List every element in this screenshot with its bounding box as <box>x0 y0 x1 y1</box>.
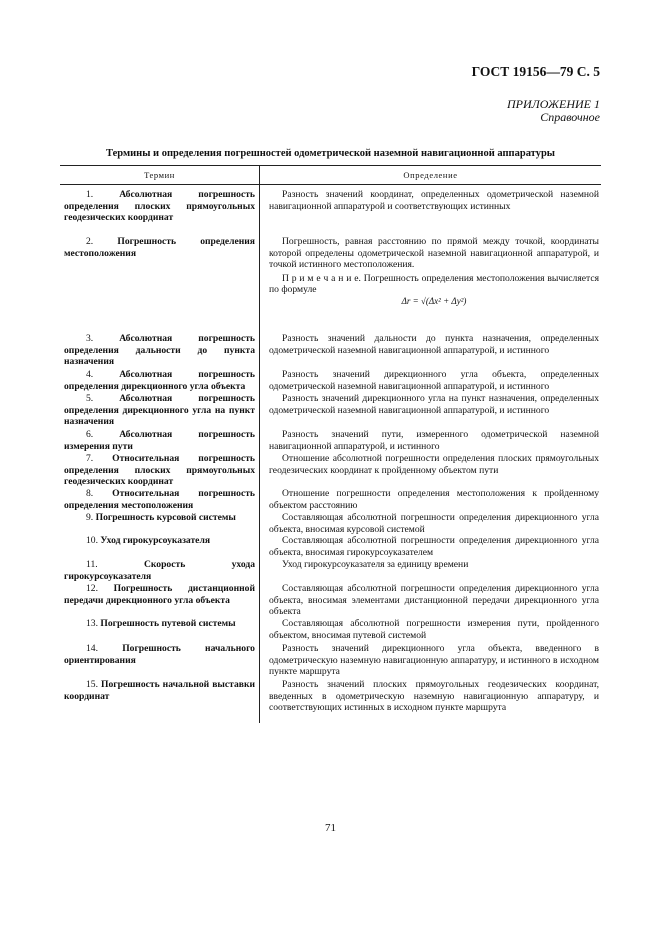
definition-cell <box>259 618 601 641</box>
term-number: 13. <box>86 618 98 629</box>
term-cell <box>60 333 259 368</box>
term-number: 14. <box>86 643 98 654</box>
term-number: 11. <box>86 559 98 570</box>
definition-cell <box>259 535 601 558</box>
definition-text: Разность значений дирекционного угла объекта, определенных одометрической наземной навигационной аппаратурой, и истинного <box>269 369 599 392</box>
table-row <box>60 393 601 428</box>
term-cell <box>60 618 259 641</box>
term-cell <box>60 453 259 488</box>
term-cell <box>60 236 259 307</box>
term-number: 15. <box>86 679 98 690</box>
table-header <box>60 166 601 185</box>
term-text: Уход гирокурсоуказателя <box>100 535 211 546</box>
table-row <box>60 559 601 582</box>
table-row <box>60 488 601 511</box>
definition-cell <box>259 429 601 452</box>
term-number: 2. <box>86 236 94 247</box>
table-row <box>60 512 601 535</box>
term-number: 10. <box>86 535 98 546</box>
term-text: Погрешность начальной выставки координат <box>64 679 255 702</box>
term-text: Относительная погрешность определения плоских прямоугольных геодезических координат <box>64 453 255 487</box>
term-number: 1. <box>86 189 94 200</box>
term-number: 9. <box>86 512 94 523</box>
term-number: 5. <box>86 393 94 404</box>
definition-cell <box>259 488 601 511</box>
definition-text: Разность значений дирекционного угла объекта, введенного в одометрическую наземную навигационную аппаратуру, и истинного в исходном пункте маршрута <box>269 643 599 677</box>
table-row <box>60 618 601 641</box>
definition-text: Отношение абсолютной погрешности определения плоских прямоугольных геодезических координат к пройденному объектом пути <box>269 453 599 476</box>
appendix-type: Справочное <box>540 110 600 124</box>
term-cell <box>60 679 259 714</box>
term-cell <box>60 189 259 224</box>
term-text: Абсолютная погрешность определения дирекционного угла объекта <box>64 369 255 392</box>
table-row <box>60 333 601 368</box>
definition-cell <box>259 512 601 535</box>
definition-text: Погрешность, равная расстоянию по прямой между точкой, координаты которой определены одометрической наземной навигационной аппаратурой, и точкой истинного местоположения. <box>269 236 599 270</box>
term-text: Погрешность дистанционной передачи дирекционного угла объекта <box>64 583 255 606</box>
term-cell <box>60 512 259 535</box>
definition-cell <box>259 453 601 488</box>
table-row <box>60 583 601 618</box>
term-text: Погрешность курсовой системы <box>95 512 236 523</box>
terms-table <box>60 165 601 723</box>
appendix-title: ПРИЛОЖЕНИЕ 1 <box>507 97 600 111</box>
definition-note: П р и м е ч а н и е. Погрешность определения местоположения вычисляется по формуле <box>269 272 599 295</box>
term-text: Абсолютная погрешность определения дирекционного угла на пункт назначения <box>64 393 255 427</box>
term-number: 8. <box>86 488 94 499</box>
table-row <box>60 189 601 224</box>
column-header-term: Термин <box>144 170 175 180</box>
definition-cell <box>259 393 601 428</box>
definition-text: Разность значений дирекционного угла на пункт назначения, определенных одометрической наземной навигационной аппаратурой, и истинного <box>269 393 599 416</box>
definition-cell <box>259 559 601 582</box>
term-cell <box>60 643 259 678</box>
term-number: 12. <box>86 583 98 594</box>
term-cell <box>60 488 259 511</box>
appendix-label <box>507 98 600 124</box>
term-text: Погрешность начального ориентирования <box>64 643 255 666</box>
definition-cell <box>259 189 601 224</box>
column-header-definition: Определение <box>259 166 601 184</box>
term-number: 7. <box>86 453 94 464</box>
definition-text: Разность значений пути, измеренного одометрической наземной навигационной аппаратурой, и истинного <box>269 429 599 452</box>
table-row <box>60 679 601 714</box>
term-text: Относительная погрешность определения местоположения <box>64 488 255 511</box>
definition-text: Разность значений плоских прямоугольных геодезических координат, введенных в одометрическую наземную навигационную аппаратуру, и соответствующих истинных в исходном пункте маршрута <box>269 679 599 713</box>
table-row <box>60 453 601 488</box>
term-cell <box>60 535 259 558</box>
term-cell <box>60 559 259 582</box>
standard-header: ГОСТ 19156—79 С. 5 <box>471 64 600 79</box>
definition-text: Составляющая абсолютной погрешности определения дирекционного угла объекта, вносимая элементами дистанционной передачи дирекционного угла объекта <box>269 583 599 617</box>
definition-cell <box>259 679 601 714</box>
term-number: 3. <box>86 333 94 344</box>
term-cell <box>60 393 259 428</box>
definition-text: Составляющая абсолютной погрешности определения дирекционного угла объекта, вносимая курсовой системой <box>269 512 599 535</box>
term-text: Абсолютная погрешность определения дальности до пункта назначения <box>64 333 255 367</box>
table-row <box>60 429 601 452</box>
term-text: Погрешность путевой системы <box>100 618 236 629</box>
definition-text: Уход гирокурсоуказателя за единицу времени <box>282 559 469 570</box>
definition-text: Составляющая абсолютной погрешности измерения пути, пройденного объектом, вносимая путевой системой <box>269 618 599 641</box>
term-text: Погрешность определения местоположения <box>64 236 255 259</box>
table-row <box>60 236 601 307</box>
table-row <box>60 369 601 392</box>
term-text: Скорость ухода гирокурсоуказателя <box>64 559 255 582</box>
table-row <box>60 535 601 558</box>
term-cell <box>60 583 259 618</box>
definition-cell <box>259 333 601 368</box>
formula: Δr = √(Δx² + Δy²) <box>401 295 467 306</box>
term-text: Абсолютная погрешность определения плоских прямоугольных геодезических координат <box>64 189 255 223</box>
definition-cell <box>259 583 601 618</box>
definition-cell <box>259 236 601 307</box>
term-number: 6. <box>86 429 94 440</box>
table-row <box>60 643 601 678</box>
definition-text: Составляющая абсолютной погрешности определения дирекционного угла объекта, вносимая гирокурсоуказателем <box>269 535 599 558</box>
term-number: 4. <box>86 369 94 380</box>
term-cell <box>60 369 259 392</box>
table-title: Термины и определения погрешностей одометрической наземной навигационной аппаратуры <box>106 148 555 159</box>
definition-text: Разность значений координат, определенных одометрической наземной навигационной аппаратурой и соответствующих истинных <box>269 189 599 212</box>
term-cell <box>60 429 259 452</box>
table-body <box>60 185 601 723</box>
definition-cell <box>259 643 601 678</box>
definition-text: Разность значений дальности до пункта назначения, определенных одометрической наземной навигационной аппаратурой, и истинного <box>269 333 599 356</box>
page-number: 71 <box>325 822 336 834</box>
definition-text: Отношение погрешности определения местоположения к пройденному объектом расстоянию <box>269 488 599 511</box>
term-text: Абсолютная погрешность измерения пути <box>64 429 255 452</box>
definition-cell <box>259 369 601 392</box>
